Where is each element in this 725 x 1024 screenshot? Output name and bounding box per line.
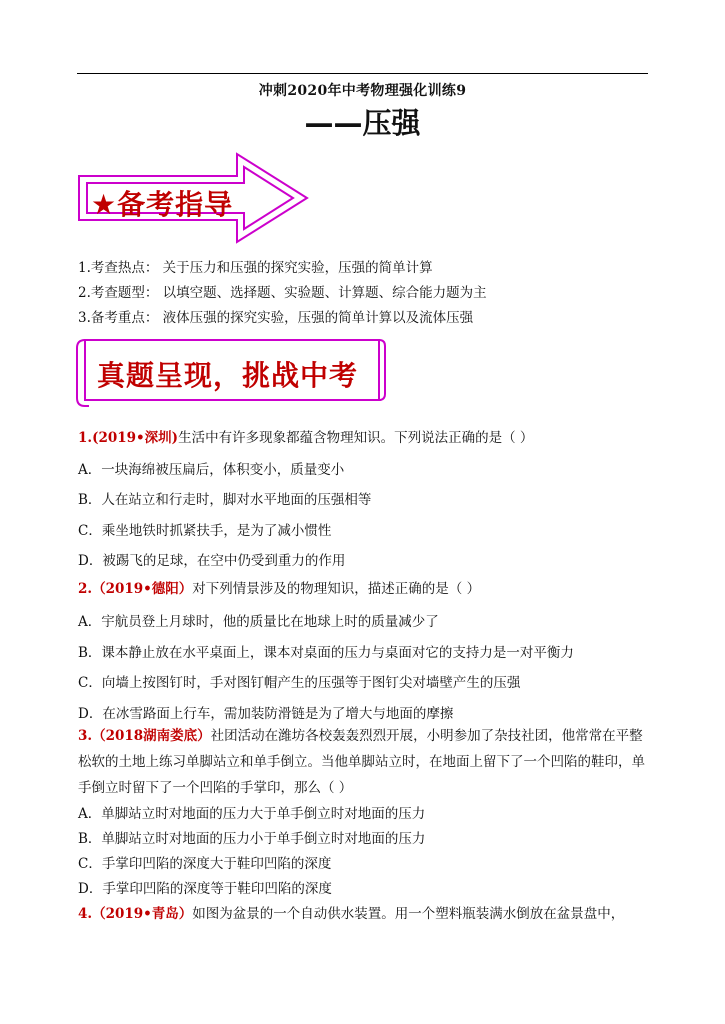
- section-banner: 真题呈现，挑战中考: [97, 359, 359, 392]
- question-2-stem: 对下列情景涉及的物理知识，描述正确的是（ ）: [192, 581, 481, 597]
- question-4: [78, 901, 653, 927]
- question-3-option-d: D．手掌印凹陷的深度等于鞋印凹陷的深度: [78, 881, 332, 897]
- question-2-option-a: A．宇航员登上月球时，他的质量比在地球上时的质量减少了: [78, 614, 439, 630]
- question-1: [78, 425, 653, 451]
- question-4-stem: 如图为盆景的一个自动供水装置。用一个塑料瓶装满水倒放在盆景盘中，: [192, 906, 625, 922]
- question-3-option-a: A．单脚站立时对地面的压力大于单手倒立时对地面的压力: [78, 806, 426, 822]
- guide-item-1: 1.考查热点： 关于压力和压强的探究实验，压强的简单计算: [78, 260, 433, 276]
- exam-guide-banner: ★备考指导: [91, 188, 234, 221]
- question-1-option-c: C．乘坐地铁时抓紧扶手，是为了减小惯性: [78, 523, 332, 539]
- guide-item-3: 3.备考重点： 液体压强的探究实验，压强的简单计算以及流体压强: [78, 310, 474, 326]
- document-subtitle: ——压强: [304, 106, 421, 140]
- question-3-source: 3.（2018湖南娄底）: [78, 728, 211, 744]
- question-2-option-d: D．在冰雪路面上行车，需加装防滑链是为了增大与地面的摩擦: [78, 706, 454, 722]
- question-3: [78, 723, 653, 801]
- question-3-stem: 社团活动在潍坊各校轰轰烈烈开展，小明参加了杂技社团，他常常在平整松软的土地上练习单脚站立和单手倒立。当他单脚站立时，在地面上留下了一个凹陷的鞋印，单手倒立时留下了一个凹陷的手掌印，那么（ ）: [78, 728, 645, 796]
- question-3-option-b: B．单脚站立时对地面的压力小于单手倒立时对地面的压力: [78, 831, 426, 847]
- question-4-source: 4.（2019•青岛）: [78, 906, 193, 922]
- question-2-option-b: B．课本静止放在水平桌面上，课本对桌面的压力与桌面对它的支持力是一对平衡力: [78, 645, 574, 661]
- question-2: [78, 576, 653, 602]
- document-title: 冲刺2020年中考物理强化训练9: [258, 83, 467, 99]
- question-1-option-a: A．一块海绵被压扁后，体积变小，质量变小: [78, 462, 345, 478]
- question-1-option-b: B．人在站立和行走时，脚对水平地面的压强相等: [78, 492, 372, 508]
- question-1-option-d: D．被踢飞的足球，在空中仍受到重力的作用: [78, 553, 346, 569]
- question-2-option-c: C．向墙上按图钉时，手对图钉帽产生的压强等于图钉尖对墙壁产生的压强: [78, 675, 521, 691]
- question-3-option-c: C．手掌印凹陷的深度大于鞋印凹陷的深度: [78, 856, 332, 872]
- question-1-source: 1.(2019•深圳): [78, 430, 179, 446]
- header-rule: [77, 73, 648, 74]
- question-1-stem: 生活中有许多现象都蕴含物理知识。下列说法正确的是（ ）: [178, 430, 534, 446]
- question-2-source: 2.（2019•德阳）: [78, 581, 193, 597]
- guide-item-2: 2.考查题型： 以填空题、选择题、实验题、计算题、综合能力题为主: [78, 285, 487, 301]
